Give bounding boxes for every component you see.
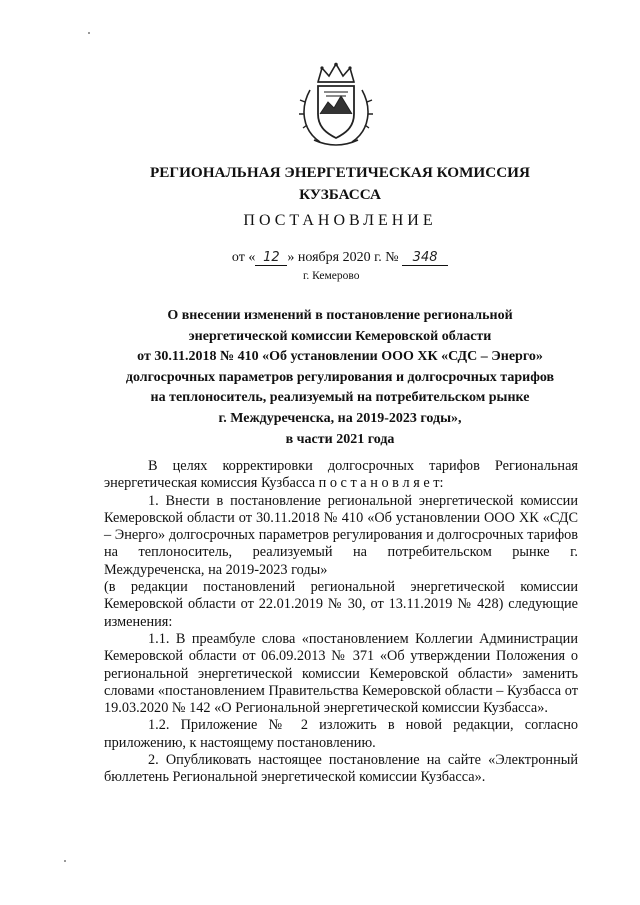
subject-line: долгосрочных параметров регулирования и долгосрочных тарифов <box>125 369 555 385</box>
subject-line: от 30.11.2018 № 410 «Об установлении ООО ХК «СДС – Энерго» <box>137 349 543 365</box>
document-body <box>104 458 578 787</box>
org-line-2: КУЗБАССА <box>299 186 381 203</box>
date-suffix: » ноября 2020 г. № <box>287 250 399 265</box>
paragraph-preamble: В целях корректировки долгосрочных тарифов Региональная энергетическая комиссия Кузбасса п о с т а н о в л я е т: <box>104 458 578 492</box>
document-number-handwritten: 348 <box>402 251 448 266</box>
paragraph-item-1-1: 1.1. В преамбуле слова «постановлением Коллегии Администрации Кемеровской области от 06.09.2013 № 371 «Об утверждении Положения о региональной энергетической комиссии Кемеровской области» заменить словами «постановлением Правительства Кемеровской области – Кузбасса от 19.03.2020 № 142 «О Региональной энергетической комиссии Кузбасса». <box>104 630 578 717</box>
date-day-handwritten: 12 <box>255 251 287 266</box>
paragraph-item-2: 2. Опубликовать настоящее постановление на сайте «Электронный бюллетень Региональной энергетической комиссии Кузбасса». <box>104 752 578 786</box>
date-line <box>120 250 560 266</box>
coat-of-arms-icon <box>296 62 376 148</box>
date-prefix: от « <box>231 250 256 265</box>
paragraph-item-1: 1. Внести в постановление региональной энергетической комиссии Кемеровской области от 30.11.2018 № 410 «Об установлении ООО ХК «СДС – Энерго» долгосрочных параметров регулирования и долгосрочных тарифов на теплоноситель, реализуемый на потребительском рынке г. Междуреченска, на 2019-2023 годы» <box>104 492 578 578</box>
scan-speck <box>64 860 66 862</box>
organization-name <box>120 162 560 206</box>
subject-line: О внесении изменений в постановление региональной <box>167 308 513 323</box>
city: г. Кемерово <box>303 270 360 282</box>
document-type: ПОСТАНОВЛЕНИЕ <box>243 212 437 229</box>
subject-line: г. Междуреченска, на 2019-2023 годы», <box>218 410 462 426</box>
paragraph-item-1-continued: (в редакции постановлений региональной энергетической комиссии Кемеровской области от 22.01.2019 № 30, от 13.11.2019 № 428) следующие изменения: <box>104 579 578 630</box>
subject-line: в части 2021 года <box>285 431 395 447</box>
org-line-1: РЕГИОНАЛЬНАЯ ЭНЕРГЕТИЧЕСКАЯ КОМИССИЯ <box>150 164 530 181</box>
scan-speck <box>88 32 90 34</box>
paragraph-item-1-2: 1.2. Приложение № 2 изложить в новой редакции, согласно приложению, к настоящему постановлению. <box>104 717 578 751</box>
subject-line: на теплоноситель, реализуемый на потребительском рынке <box>150 390 530 406</box>
document-subject <box>105 306 575 450</box>
subject-line: энергетической комиссии Кемеровской области <box>188 328 492 344</box>
